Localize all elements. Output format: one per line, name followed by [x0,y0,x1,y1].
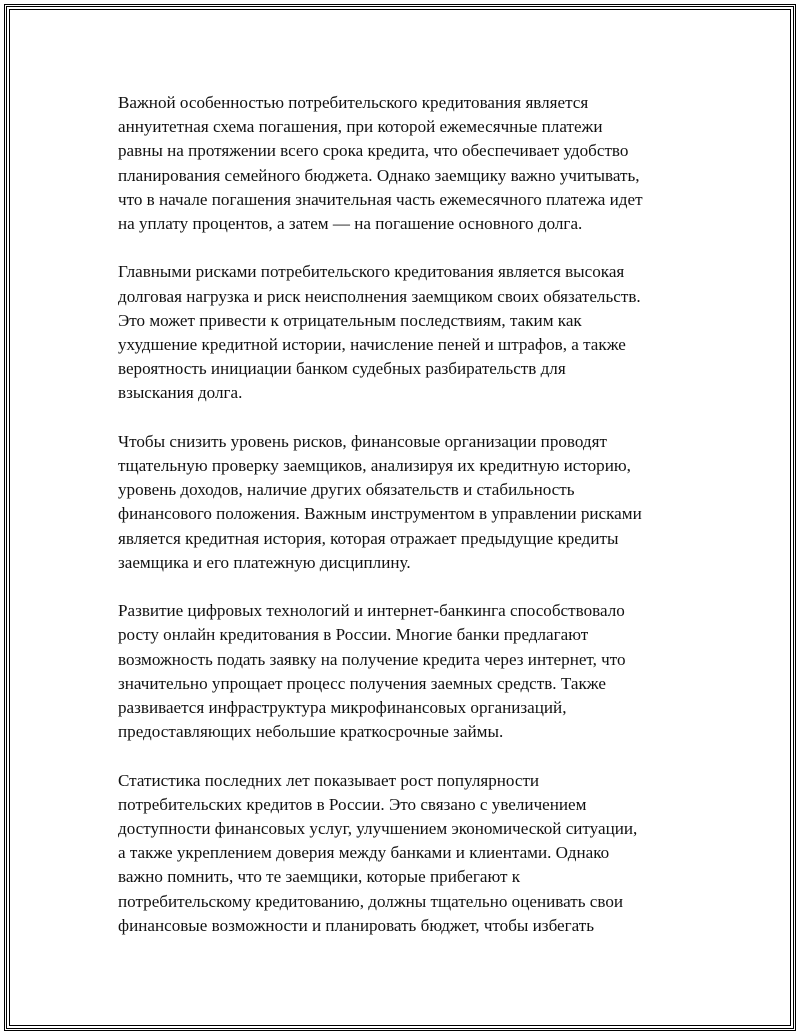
paragraph-line: заемщика и его платежную дисциплину. [118,552,411,572]
paragraph-line: взыскания долга. [118,383,243,403]
paragraph-line: вероятность инициации банком судебных разбирательств для [118,359,566,379]
paragraph-line: ухудшение кредитной истории, начисление пеней и штрафов, а также [118,335,626,355]
paragraph-4 [118,599,718,744]
paragraph-line: потребительских кредитов в России. Это связано с увеличением [118,794,587,814]
paragraph-1 [118,91,718,236]
paragraph-line: значительно упрощает процесс получения заемных средств. Также [118,673,606,693]
paragraph-3 [118,430,718,575]
paragraph-line: равны на протяжении всего срока кредита, что обеспечивает удобство [118,141,629,161]
paragraph-line: а также укреплением доверия между банками и клиентами. Однако [118,843,610,863]
paragraph-line: уровень доходов, наличие других обязательств и стабильность [118,480,575,500]
paragraph-line: что в начале погашения значительная часть ежемесячного платежа идет [118,189,643,209]
paragraph-line: Это может привести к отрицательным последствиям, таким как [118,310,582,330]
paragraph-line: Развитие цифровых технологий и интернет-банкинга способствовало [118,601,625,621]
paragraph-line: на уплату процентов, а затем — на погашение основного долга. [118,214,583,234]
paragraph-line: аннуитетная схема погашения, при которой ежемесячные платежи [118,117,603,137]
paragraph-line: предоставляющих небольшие краткосрочные займы. [118,722,504,742]
paragraph-line: Чтобы снизить уровень рисков, финансовые организации проводят [118,431,607,451]
paragraph-line: доступности финансовых услуг, улучшением экономической ситуации, [118,819,638,839]
paragraph-line: долговая нагрузка и риск неисполнения заемщиком своих обязательств. [118,286,641,306]
paragraph-line: финансового положения. Важным инструментом в управлении рисками [118,504,642,524]
paragraph-line: планирования семейного бюджета. Однако заемщику важно учитывать, [118,165,640,185]
paragraph-2 [118,260,718,405]
paragraph-line: росту онлайн кредитования в России. Многие банки предлагают [118,625,589,645]
paragraph-line: тщательную проверку заемщиков, анализируя их кредитную историю, [118,456,631,476]
paragraph-line: Важной особенностью потребительского кредитования является [118,93,589,112]
paragraph-line: развивается инфраструктура микрофинансовых организаций, [118,698,567,718]
paragraph-line: является кредитная история, которая отражает предыдущие кредиты [118,528,619,548]
paragraph-line: финансовые возможности и планировать бюджет, чтобы избегать [118,915,595,935]
paragraph-line: Главными рисками потребительского кредитования является высокая [118,262,625,282]
paragraph-line: важно помнить, что те заемщики, которые прибегают к [118,867,521,887]
paragraph-line: возможность подать заявку на получение кредита через интернет, что [118,649,626,669]
document-body [118,91,718,962]
paragraph-line: потребительскому кредитованию, должны тщательно оценивать свои [118,891,624,911]
paragraph-5 [118,769,718,938]
paragraph-line: Статистика последних лет показывает рост популярности [118,770,540,790]
